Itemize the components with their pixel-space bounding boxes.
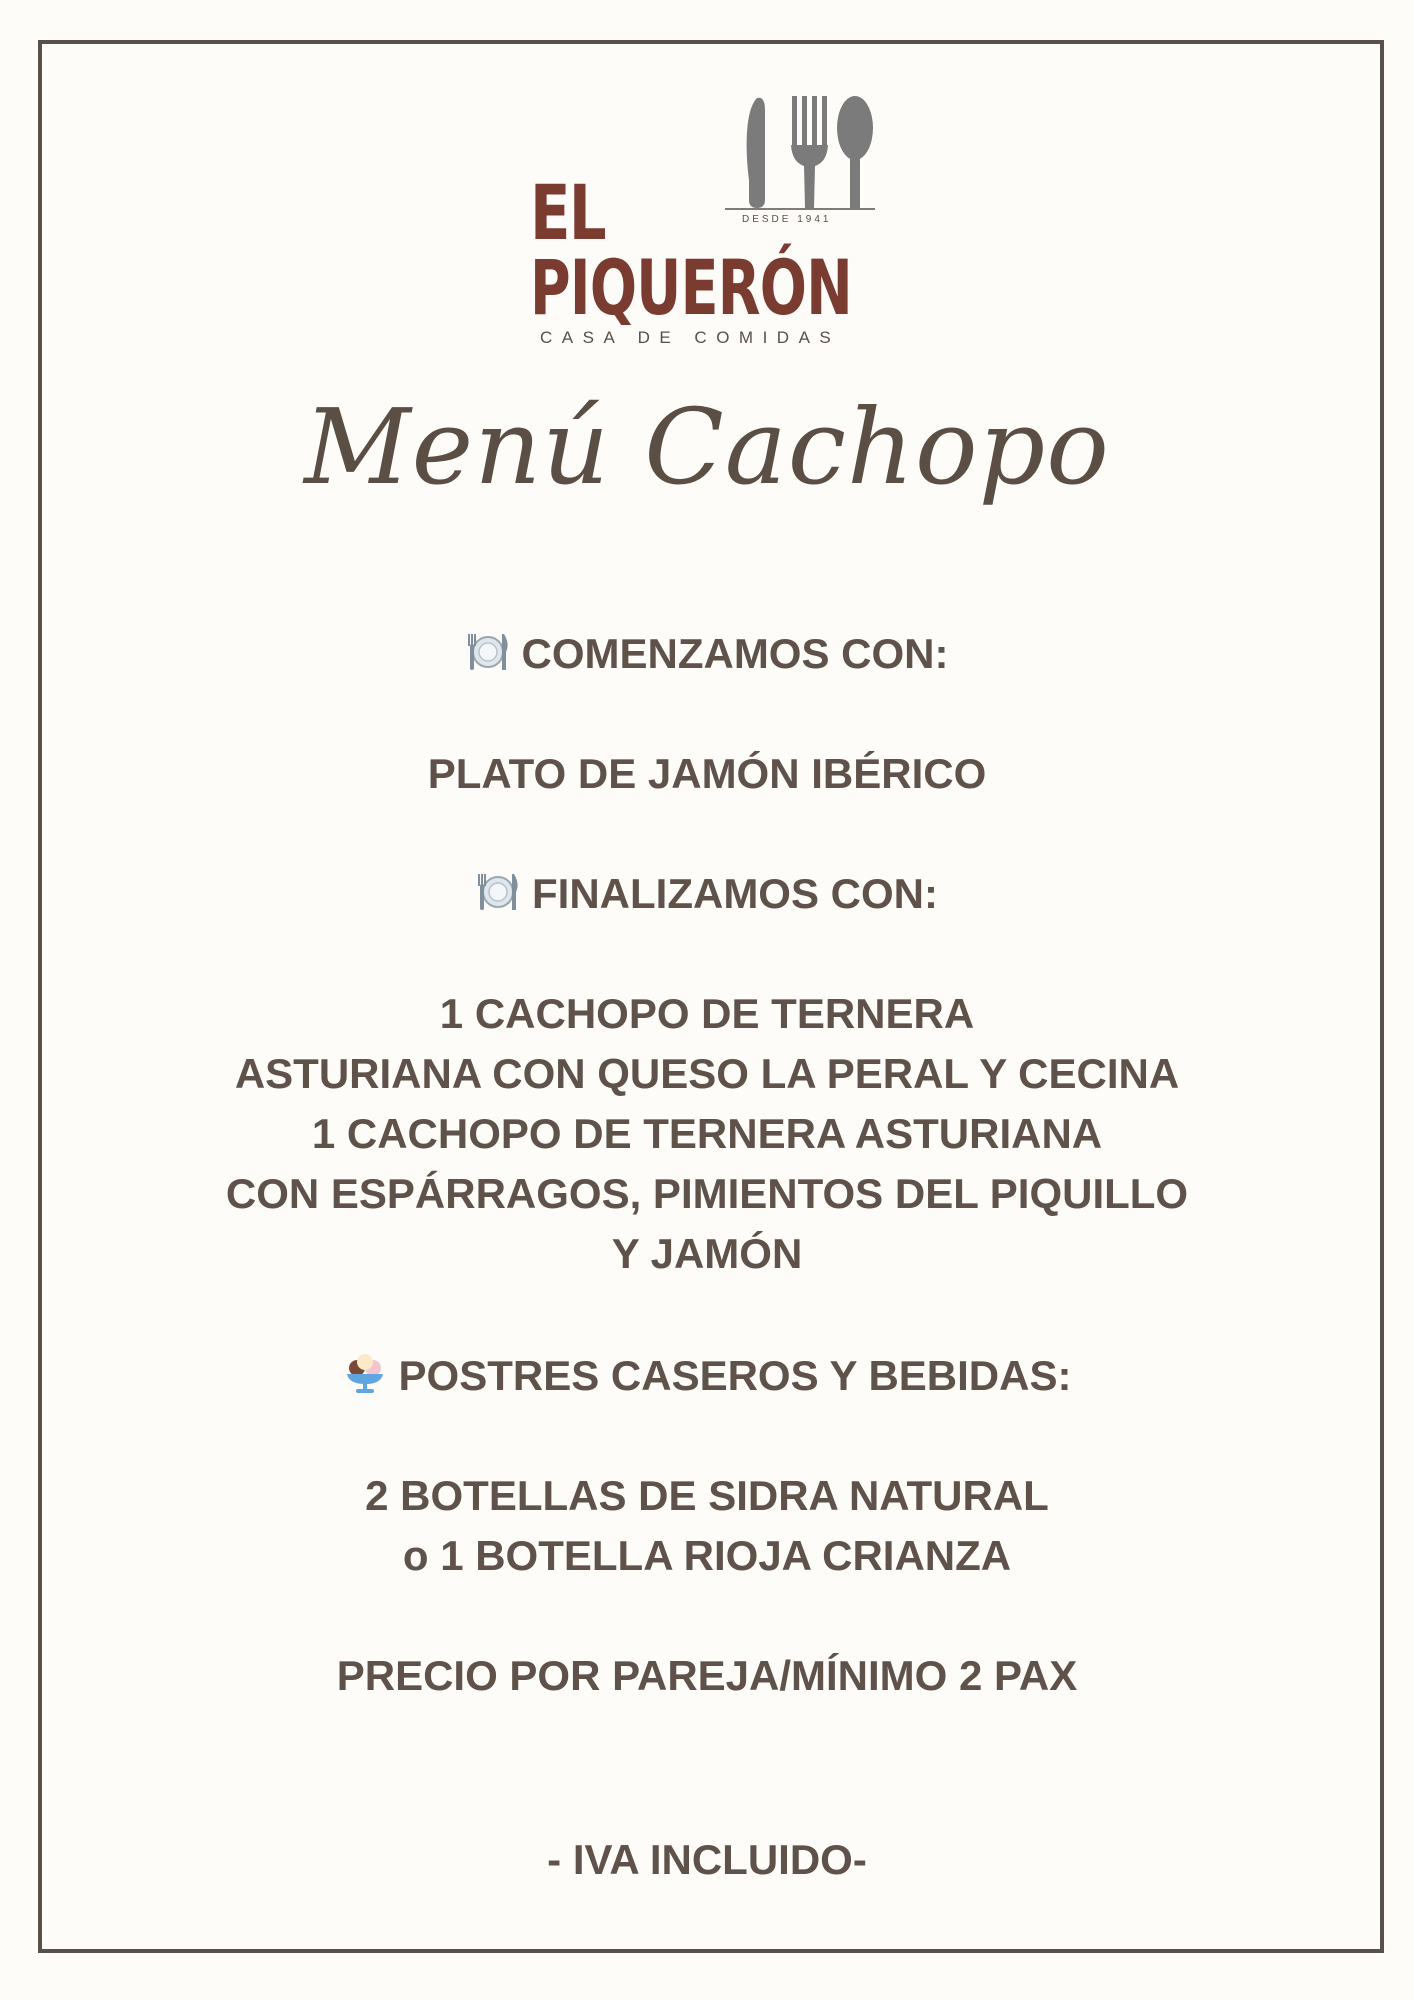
mains-line: Y JAMÓN [611,1230,803,1277]
mains-heading [0,870,1414,918]
logo-since-text: DESDE 1941 [742,214,832,225]
menu-title: Menú Cachopo [304,386,1110,508]
mains-line: ASTURIANA CON QUESO LA PERAL Y CECINA [234,1050,1180,1097]
mains-heading-text: FINALIZAMOS CON: [532,870,938,917]
logo-name-line2: PIQUERÓN [530,243,852,332]
tax-note: - IVA INCLUIDO- [547,1836,867,1883]
plate-with-cutlery-icon [476,870,520,914]
mains-line: 1 CACHOPO DE TERNERA [439,990,975,1037]
cutlery-icon [715,90,875,230]
price-note: PRECIO POR PAREJA/MÍNIMO 2 PAX [336,1652,1078,1699]
desserts-heading-text: POSTRES CASEROS Y BEBIDAS: [398,1352,1072,1399]
starters-heading [0,630,1414,678]
logo-tagline: CASA DE COMIDAS [540,328,841,347]
drinks-line: 2 BOTELLAS DE SIDRA NATURAL [365,1472,1049,1519]
plate-with-cutlery-icon [466,630,510,674]
desserts-heading [0,1352,1414,1400]
starters-item: PLATO DE JAMÓN IBÉRICO [427,750,987,797]
restaurant-logo [520,90,900,360]
mains-line: CON ESPÁRRAGOS, PIMIENTOS DEL PIQUILLO [225,1170,1189,1217]
ice-cream-icon [343,1352,387,1396]
starters-heading-text: COMENZAMOS CON: [521,630,949,677]
mains-line: 1 CACHOPO DE TERNERA ASTURIANA [311,1110,1103,1157]
drinks-line: o 1 BOTELLA RIOJA CRIANZA [402,1532,1012,1579]
logo-name-line1: EL [530,168,606,257]
